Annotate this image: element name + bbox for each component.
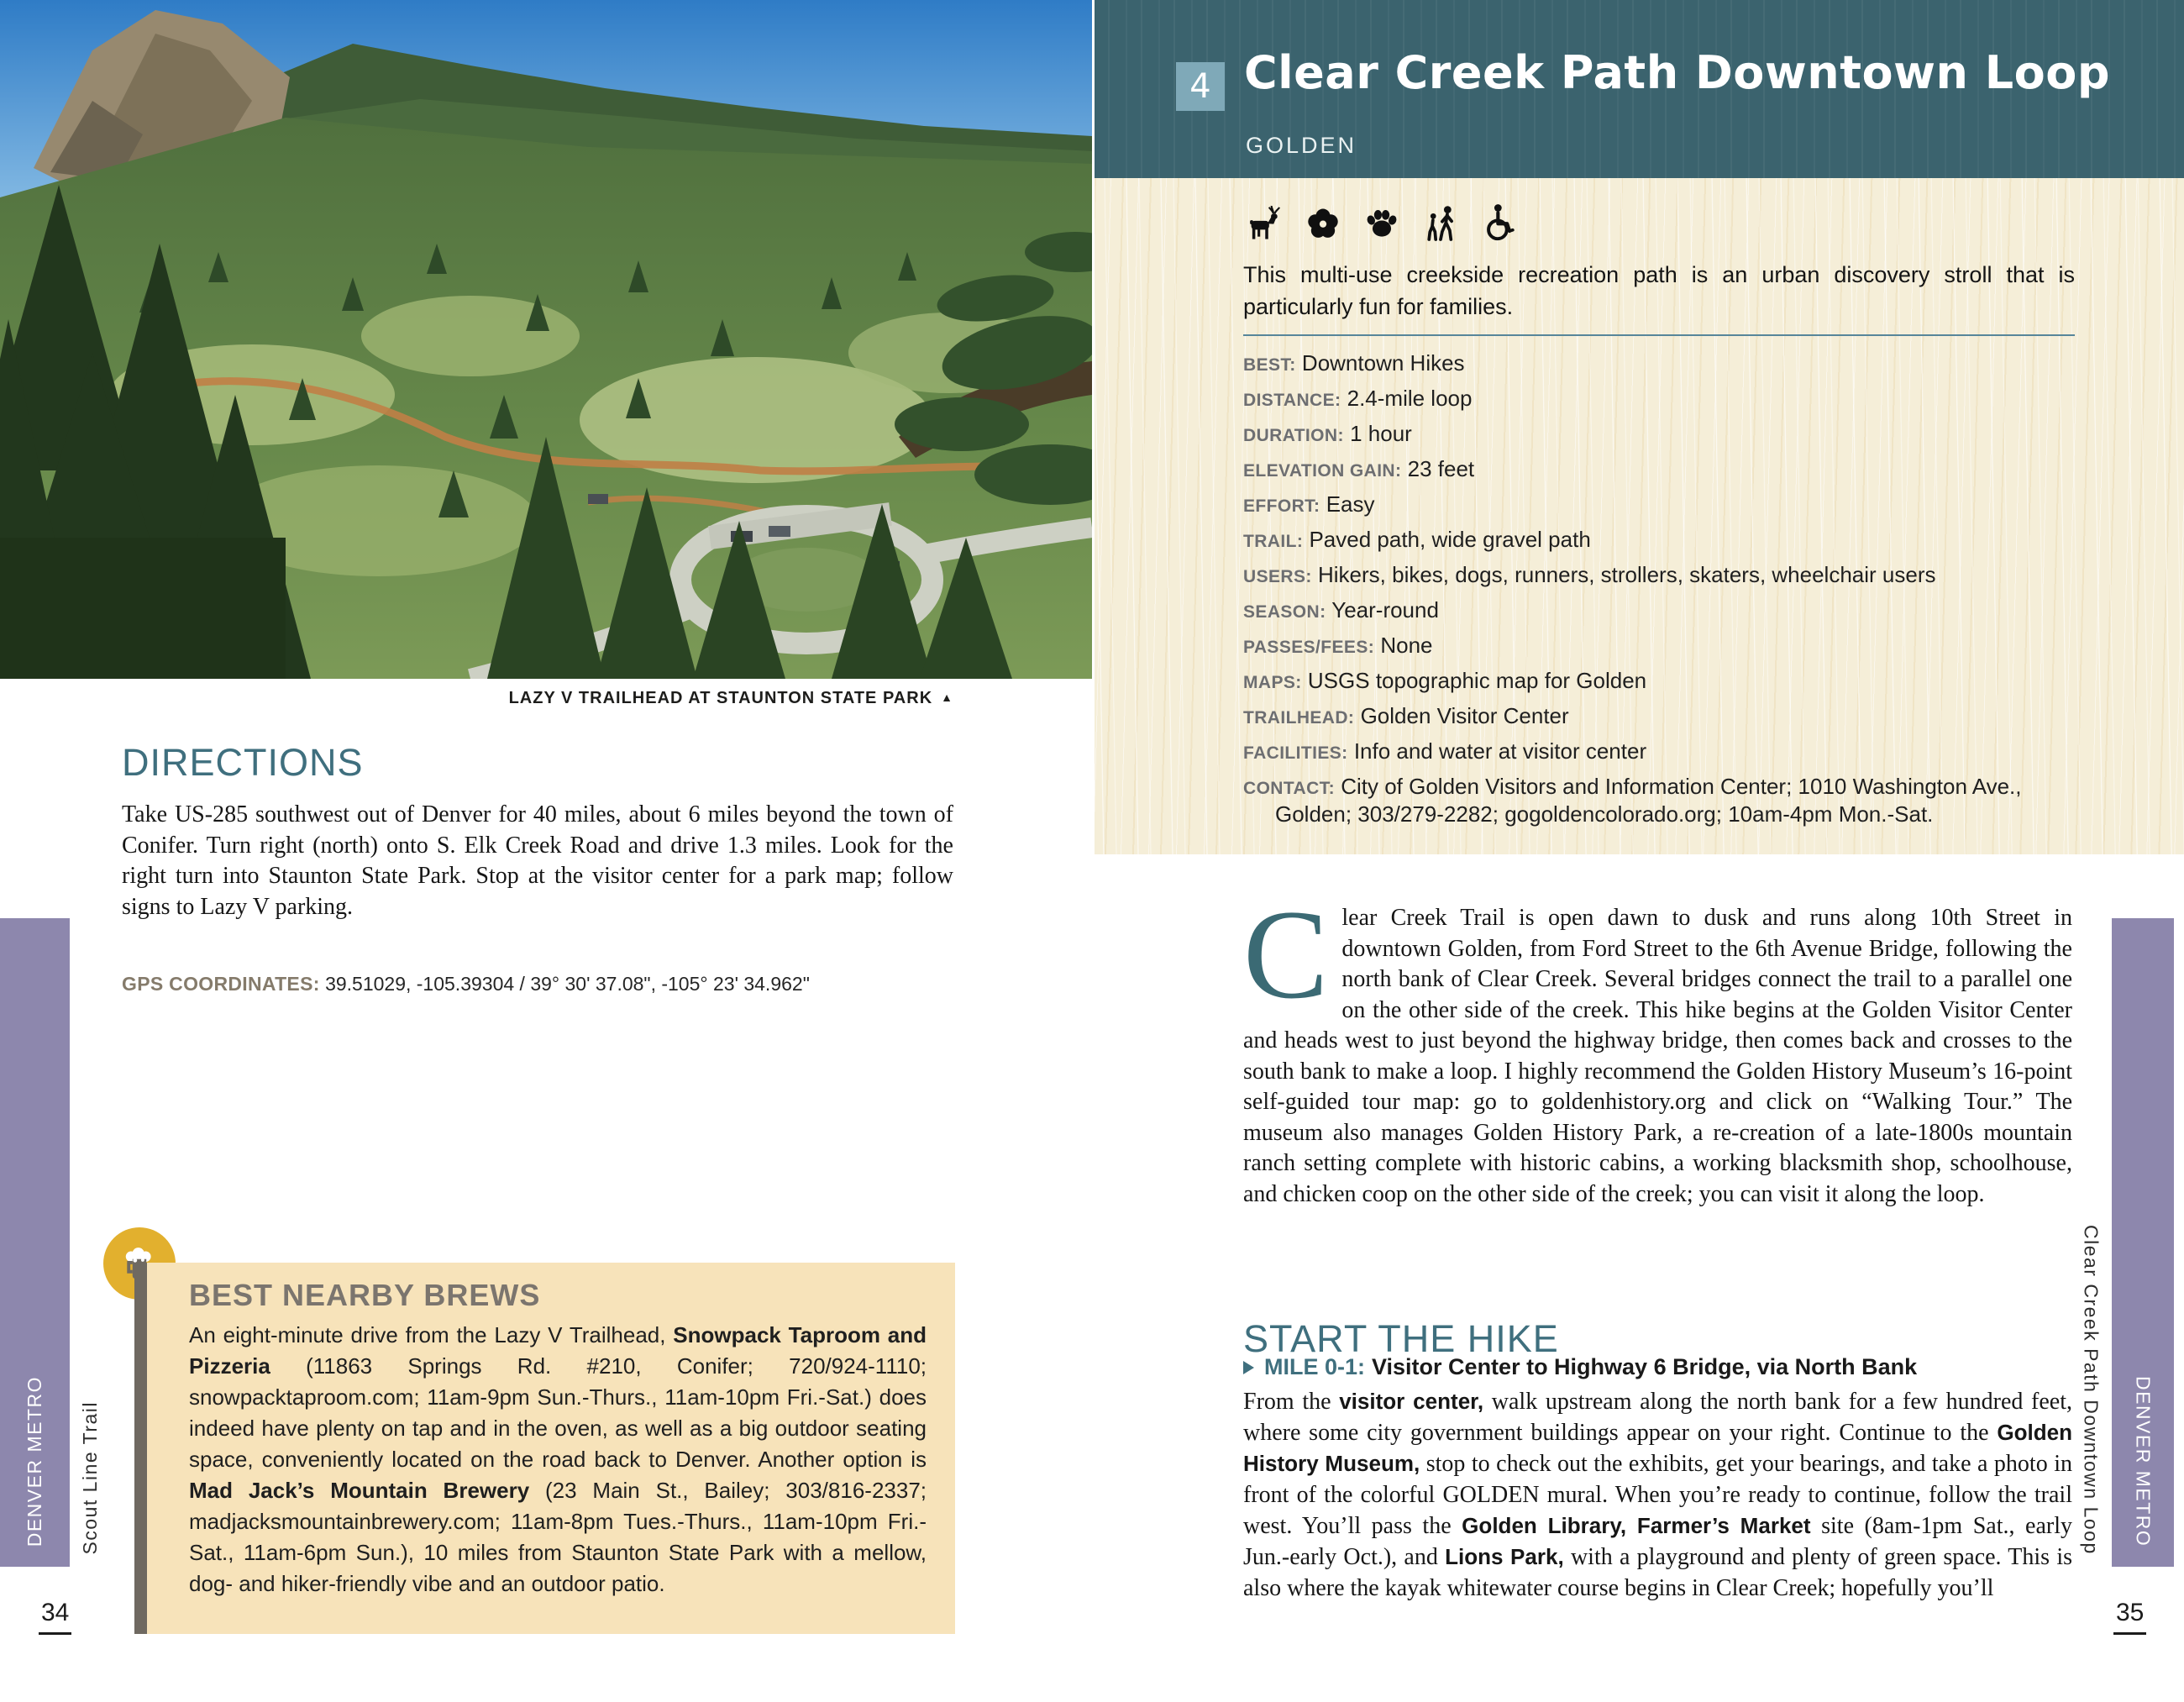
directions-heading: DIRECTIONS <box>122 741 364 784</box>
stat-label: TRAILHEAD: <box>1243 708 1355 728</box>
best-nearby-brews-box <box>147 1263 955 1634</box>
brews-heading: BEST NEARBY BREWS <box>189 1278 541 1312</box>
page-number-left: 34 <box>39 1599 71 1635</box>
caption-arrow-icon: ▲ <box>941 691 953 704</box>
left-region-label: DENVER METRO <box>24 1375 45 1547</box>
stat-label: BEST: <box>1243 355 1296 375</box>
flower-icon <box>1302 202 1344 244</box>
stat-label: EFFORT: <box>1243 496 1320 516</box>
stat-label: DISTANCE: <box>1243 391 1341 410</box>
directions-paragraph: Take US-285 southwest out of Denver for 40 miles, about 6 miles beyond the town of Conifer. Turn right (north) onto S. Elk Creek Road and drive 1.3 miles. Look for the right turn into Staunton State Park. Stop at the visitor center for a park map; follow signs to Lazy V parking. <box>122 801 953 920</box>
gps-label: GPS COORDINATES: <box>122 973 320 995</box>
mile-title: Visitor Center to Highway 6 Bridge, via North Bank <box>1372 1354 1918 1379</box>
stat-value: Downtown Hikes <box>1301 350 1465 376</box>
trail-info-panel <box>1095 178 2184 854</box>
stat-row <box>1243 421 2076 449</box>
stat-label: SEASON: <box>1243 602 1326 622</box>
start-hike-heading: START THE HIKE <box>1243 1317 1559 1360</box>
stat-label: DURATION: <box>1243 426 1344 445</box>
photo-caption-text: LAZY V TRAILHEAD AT STAUNTON STATE PARK <box>508 689 933 707</box>
stat-label: ELEVATION GAIN: <box>1243 461 1402 481</box>
deer-icon <box>1243 202 1285 244</box>
stat-row <box>1243 774 2076 827</box>
stat-value: Hikers, bikes, dogs, runners, strollers, skaters, wheelchair users <box>1317 562 1936 587</box>
stat-label: FACILITIES: <box>1243 743 1348 763</box>
paw-icon <box>1361 202 1403 244</box>
trail-location: GOLDEN <box>1246 133 1357 158</box>
trail-description-text: lear Creek Trail is open dawn to dusk and runs along 10th Street in downtown Golden, from Ford Street to the 6th Avenue Bridge, following the north bank of Clear Creek. Several bridges connect the trail to a parallel one on the other side of the creek. This hike begins at the Golden Visitor Center and heads west to just beyond the highway bridge, then comes back and crosses to the south bank to make a loop. I highly recommend the Golden History Museum’s 16-point self-guided tour map: go to goldenhistory.org and click on “Walking Tour.” The museum also manages Golden History Park, a re-creation of a late-1800s mountain ranch setting complete with historic cabins, a working blacksmith shop, schoolhouse, and chicken coop on the other side of the creek; you can visit it along the loop. <box>1243 905 2072 1207</box>
stat-row <box>1243 350 2076 378</box>
page-number-right: 35 <box>2113 1599 2146 1635</box>
triangle-bullet-icon <box>1243 1361 1254 1374</box>
right-region-bar <box>2112 918 2174 1567</box>
stat-value: USGS topographic map for Golden <box>1307 668 1647 693</box>
mile-paragraph: From the visitor center, walk upstream along the north bank for a few hundred feet, where some city government buildings appear on your right. Continue to the Golden History Museum, stop to check out the exhibits, get your bearings, and take a photo in front of the colorful GOLDEN mural. When you’re ready to continue, follow the trail west. You’ll pass the Golden Library, Farmer’s Market site (8am-1pm Sat., early Jun.-early Oct.), and Lions Park, with a playground and plenty of green space. This is also where the kayak whitewater course begins in Clear Creek; hopefully you’ll <box>1243 1389 2073 1601</box>
brews-paragraph: An eight-minute drive from the Lazy V Trailhead, Snowpack Taproom and Pizzeria (11863 Springs Rd. #210, Conifer; 720/924-1110; snowpacktaproom.com; 11am-9pm Sun.-Thurs., 11am-10pm Fri.-Sat.) does indeed have plenty on tap and in the oven, as well as a big outdoor seating space, conveniently located on the road back to Denver. Another option is Mad Jack’s Mountain Brewery (23 Main St., Bailey; 303/816-2337; madjacksmountainbrewery.com; 11am-8pm Tues.-Thurs., 11am-10pm Fri.-Sat., 11am-6pm Sun.), 10 miles from Staunton State Park with a mellow, dog- and hiker-friendly vibe and an outdoor patio. <box>189 1322 927 1596</box>
stat-value: 23 feet <box>1407 456 1475 481</box>
stat-label: MAPS: <box>1243 673 1302 692</box>
stat-row <box>1243 633 2076 660</box>
divider-rule <box>1243 334 2075 336</box>
gps-value: 39.51029, -105.39304 / 39° 30' 37.08", -105° 23' 34.962" <box>325 973 810 995</box>
stat-row <box>1243 527 2076 554</box>
photo-caption <box>122 689 953 708</box>
stat-label: PASSES/FEES: <box>1243 638 1375 657</box>
stat-value: City of Golden Visitors and Information Center; 1010 Washington Ave., Golden; 303/279-2282; gogoldencolorado.org; 10am-4pm Mon.-Sat. <box>1275 774 2022 827</box>
right-trail-label: Clear Creek Path Downtown Loop <box>2080 1225 2103 1555</box>
right-region-label: DENVER METRO <box>2132 1375 2155 1547</box>
stat-value: Info and water at visitor center <box>1353 738 1647 764</box>
stat-row <box>1243 738 2076 766</box>
stat-value: Year-round <box>1331 597 1439 622</box>
stat-label: TRAIL: <box>1243 532 1304 551</box>
left-trail-label: Scout Line Trail <box>78 1401 101 1555</box>
mile-label: MILE 0-1: <box>1264 1354 1366 1379</box>
stat-row <box>1243 703 2076 731</box>
trail-stats <box>1243 350 2076 835</box>
stat-row <box>1243 562 2076 590</box>
stat-row <box>1243 668 2076 696</box>
activity-icons <box>1243 202 1520 244</box>
stat-value: Golden Visitor Center <box>1360 703 1569 728</box>
trail-header <box>1095 0 2184 178</box>
drop-cap: C <box>1243 884 1329 1025</box>
stat-label: USERS: <box>1243 567 1312 586</box>
wheelchair-icon <box>1478 202 1520 244</box>
stat-row <box>1243 491 2076 519</box>
stat-row <box>1243 597 2076 625</box>
stat-value: Paved path, wide gravel path <box>1309 527 1591 552</box>
stat-value: 2.4-mile loop <box>1347 386 1473 411</box>
stat-row <box>1243 456 2076 484</box>
pedestrians-icon <box>1420 202 1462 244</box>
mile-heading <box>1243 1354 2072 1380</box>
trailhead-photo <box>0 0 1092 679</box>
left-region-bar <box>0 918 70 1567</box>
stat-value: Easy <box>1326 491 1375 517</box>
gps-coordinates <box>122 973 953 995</box>
stat-value: 1 hour <box>1350 421 1412 446</box>
trail-number-badge: 4 <box>1176 62 1225 111</box>
trail-description <box>1243 884 2072 1210</box>
trail-summary: This multi-use creekside recreation path is an urban discovery stroll that is particularly fun for families. <box>1243 262 2075 319</box>
stat-value: None <box>1380 633 1433 658</box>
stat-row <box>1243 386 2076 413</box>
stat-label: CONTACT: <box>1243 779 1335 798</box>
trail-title: Clear Creek Path Downtown Loop <box>1244 46 2111 99</box>
brews-accent-bar <box>134 1263 147 1634</box>
